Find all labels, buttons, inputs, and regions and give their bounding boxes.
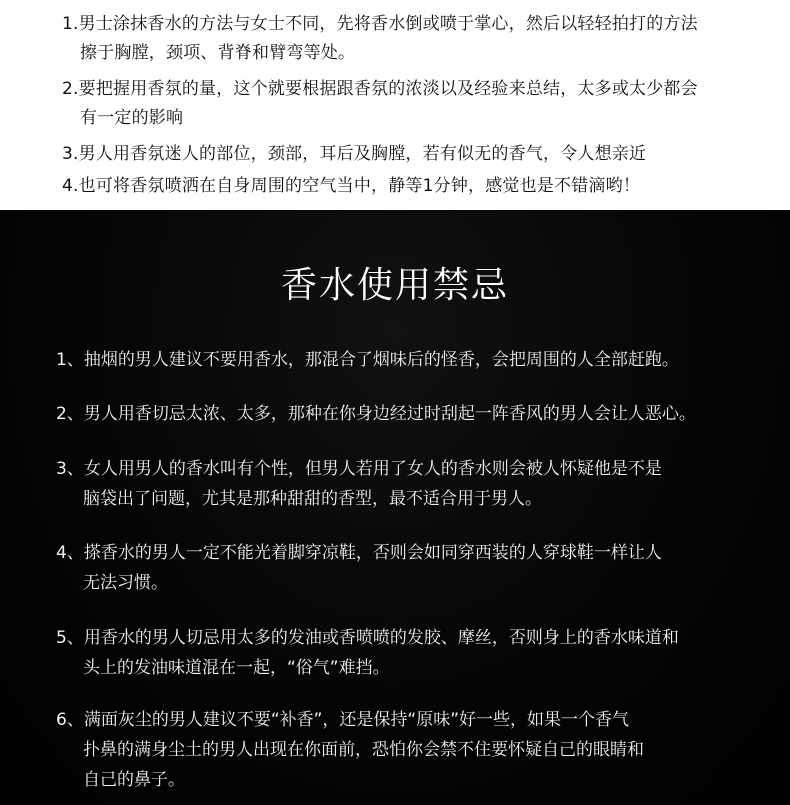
taboo-line-continued: 无法习惯。: [83, 573, 168, 593]
taboo-item: [56, 399, 746, 429]
taboo-line: 5、用香水的男人切忌用太多的发油或香喷喷的发胶、摩丝，否则身上的香水味道和: [56, 628, 679, 648]
taboo-item: [56, 345, 746, 375]
taboo-line-continued: 扑鼻的满身尘土的男人出现在你面前，恐怕你会禁不住要怀疑自己的眼睛和: [83, 740, 644, 760]
taboo-item: [56, 538, 746, 598]
taboos-panel: [0, 210, 790, 805]
tip-line: 1.男士涂抹香水的方法与女士不同，先将香水倒或喷于掌心，然后以轻轻拍打的方法: [62, 14, 698, 34]
section-title: 香水使用禁忌: [280, 265, 509, 306]
tip-line: 3.男人用香氛迷人的部位，颈部，耳后及胸膛，若有似无的香气，令人想亲近: [62, 144, 647, 164]
tip-line-continued: 有一定的影响: [80, 108, 184, 128]
taboo-line-continued: 自己的鼻子。: [83, 770, 185, 790]
tip-line: 4.也可将香氛喷洒在自身周围的空气当中，静等1分钟，感觉也是不错滴哟！: [62, 176, 641, 196]
taboo-line-continued: 头上的发油味道混在一起，“俗气”难挡。: [83, 658, 390, 678]
taboo-line: 2、男人用香切忌太浓、太多，那种在你身边经过时刮起一阵香风的男人会让人恶心。: [56, 404, 696, 424]
taboo-line: 6、满面灰尘的男人建议不要“补香”，还是保持“原味”好一些，如果一个香气: [56, 710, 630, 730]
tip-item: [62, 172, 762, 201]
tip-line: 2.要把握用香氛的量，这个就要根据跟香氛的浓淡以及经验来总结，太多或太少都会: [62, 79, 698, 99]
tip-item: [62, 75, 762, 133]
usage-tips-panel: [0, 0, 790, 210]
taboo-line: 1、抽烟的男人建议不要用香水，那混合了烟味后的怪香，会把周围的人全部赶跑。: [56, 350, 679, 370]
taboo-item: [56, 454, 746, 514]
taboo-item: [56, 623, 746, 683]
taboo-line: 3、女人用男人的香水叫有个性，但男人若用了女人的香水则会被人怀疑他是不是: [56, 459, 662, 479]
taboo-item: [56, 705, 746, 795]
tip-line-continued: 擦于胸膛，颈项、背脊和臂弯等处。: [80, 43, 356, 63]
taboo-line-continued: 脑袋出了问题，尤其是那种甜甜的香型，最不适合用于男人。: [83, 489, 542, 509]
tip-item: [62, 140, 762, 169]
taboo-line: 4、搽香水的男人一定不能光着脚穿凉鞋，否则会如同穿西装的人穿球鞋一样让人: [56, 543, 662, 563]
tip-item: [62, 10, 762, 68]
